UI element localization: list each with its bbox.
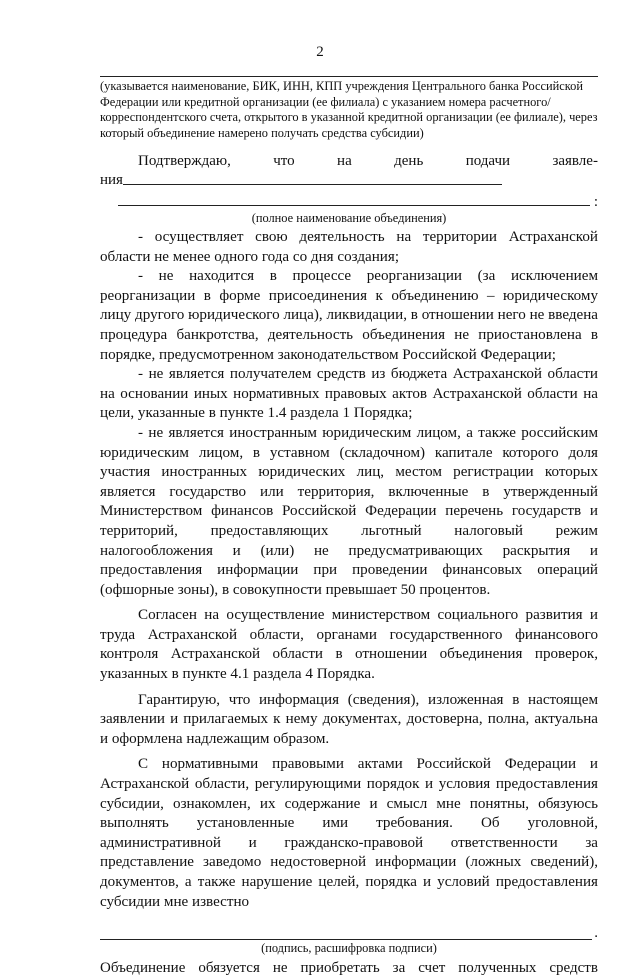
page-number: 2 bbox=[316, 44, 324, 60]
confirm-line bbox=[100, 151, 598, 171]
last-word: за bbox=[392, 960, 406, 977]
fullname-colon: : bbox=[593, 194, 598, 210]
fullname-blank-line bbox=[118, 191, 590, 206]
confirm-word: на bbox=[337, 153, 352, 169]
paragraph-consent: Согласен на осуществление министерством социального развития и труда Астраханской области, органами государственного финансового контроля Астраханской области в отношении объединения проверок, указанных в пункте 4.1 раздела 4 Порядка. bbox=[100, 607, 598, 683]
bank-details-line bbox=[100, 76, 598, 77]
confirm-word: Подтверждаю, bbox=[138, 153, 231, 169]
last-word: приобретать bbox=[300, 960, 380, 977]
confirm-word: заявле- bbox=[552, 153, 598, 169]
blank-line bbox=[123, 184, 502, 185]
last-word: Объединение bbox=[100, 960, 186, 977]
page-content bbox=[100, 76, 598, 978]
last-word: средств bbox=[549, 960, 598, 977]
signature-line bbox=[100, 927, 592, 940]
confirm-continuation bbox=[100, 171, 598, 189]
bank-details-note: (указывается наименование, БИК, ИНН, КПП учреждения Центрального банка Российской Федерации или кредитной организации (ее филиала) с указанием номера расчетного/корреспондентского счета, открытого в указанной кредитной организации (ее филиале), через который объединение намерено получать средства субсидии) bbox=[100, 79, 598, 140]
last-word: не bbox=[272, 960, 288, 977]
confirm-cont-text: ния bbox=[100, 172, 123, 188]
paragraph-foreign-entity: - не является иностранным юридическим лицом, а также российским юридическим лицом, в уставном (складочном) капитале которого доля участия иностранных юридических лиц, местом регистрации которых является государство или территория, включенные в утвержденный Министерством финансов Российской Федерации перечень государств и территорий, предоставляющих льготный налоговый режим налогообложения и (или) не предусматривающих раскрытия и предоставления информации при проведении финансовых операций (офшорные зоны), в совокупности превышает 50 процентов. bbox=[100, 424, 598, 598]
paragraph-budget: - не является получателем средств из бюджета Астраханской области на основании иных нормативных правовых актов Астраханской области на цели, указанные в пункте 1.4 раздела 1 Порядка; bbox=[100, 366, 598, 422]
confirm-word: подачи bbox=[465, 153, 511, 169]
paragraph-acknowledgement: С нормативными правовыми актами Российской Федерации и Астраханской области, регулирующими порядок и условия предоставления субсидии, ознакомлен, их содержание и смысл мне понятны, обязуюсь выполнять установленные ими требования. Об уголовной, административной и гражданско-правовой ответственности за представление заведомо недостоверной информации (ложных сведений), документов, а также нарушение целей, порядка и условий предоставления субсидии мне известно bbox=[100, 756, 598, 910]
paragraph-activity: - осуществляет свою деятельность на территории Астраханской области не менее одного года со дня создания; bbox=[100, 229, 598, 265]
last-line bbox=[100, 958, 598, 978]
signature-caption: (подпись, расшифровка подписи) bbox=[261, 941, 437, 956]
last-word: счет bbox=[418, 960, 446, 977]
paragraph-reorganization: - не находится в процессе реорганизации (за исключением реорганизации в форме присоединения к объединению – юридическому лицу другого юридического лица), ликвидации, в отношении него не введена процедура банкротства, деятельность объединения не приостановлена в порядке, предусмотренном законодательством Российской Федерации; bbox=[100, 268, 598, 363]
confirm-word: что bbox=[273, 153, 295, 169]
signature-dot: . bbox=[594, 925, 598, 942]
last-word: обязуется bbox=[198, 960, 260, 977]
paragraph-guarantee: Гарантирую, что информация (сведения), изложенная в настоящем заявлении и прилагаемых к нему документах, достоверна, полна, актуальна и оформлена надлежащим образом. bbox=[100, 691, 598, 747]
signature-row bbox=[100, 926, 598, 940]
confirm-word: день bbox=[394, 153, 424, 169]
fullname-row bbox=[100, 191, 598, 210]
last-word: полученных bbox=[458, 960, 537, 977]
fullname-caption: (полное наименование объединения) bbox=[251, 211, 447, 225]
